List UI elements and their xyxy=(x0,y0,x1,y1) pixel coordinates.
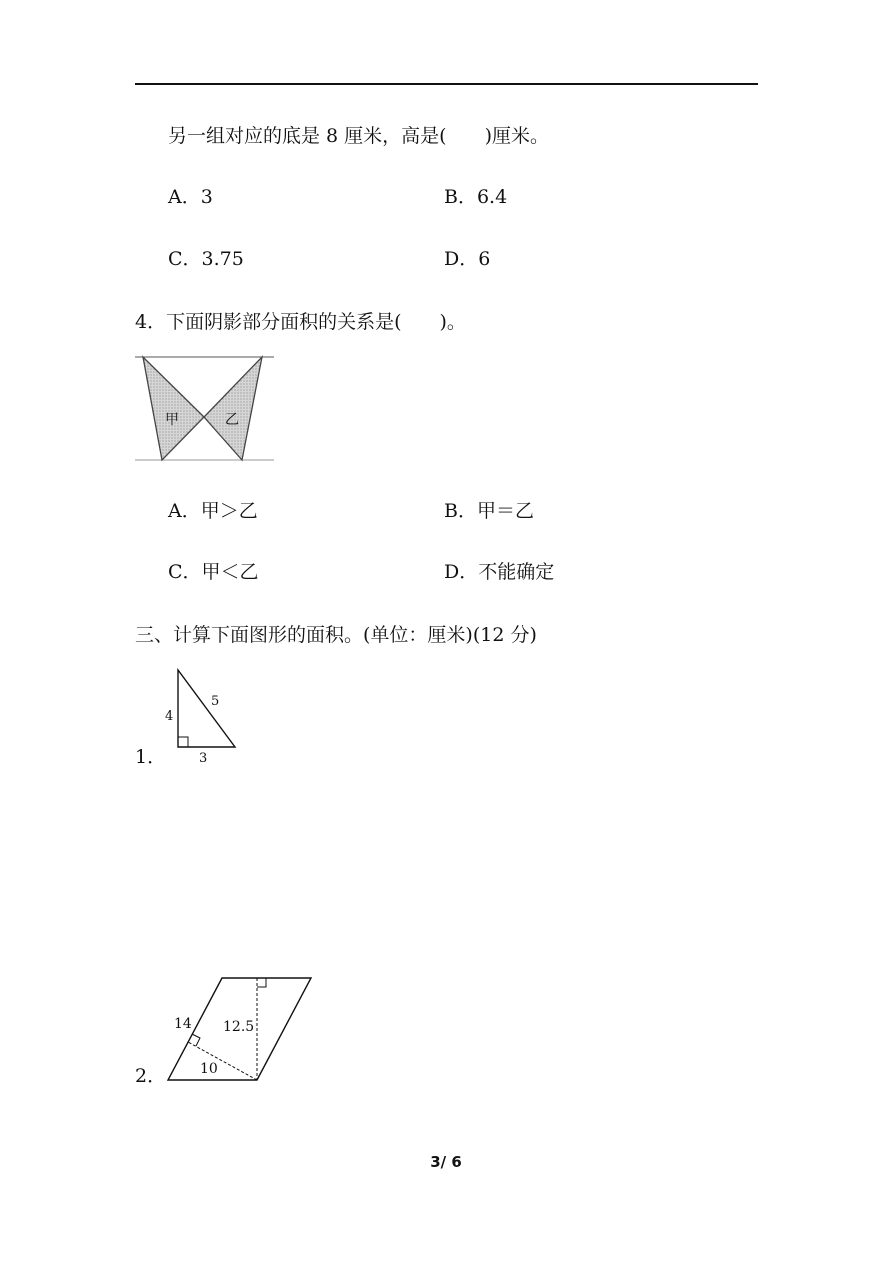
q4-shaded-triangles-figure xyxy=(132,350,277,465)
q3-option-a: A．3 xyxy=(168,186,213,208)
q4-option-d: D．不能确定 xyxy=(444,561,555,583)
q3-stem: 另一组对应的底是 8 厘米，高是( )厘米。 xyxy=(168,125,549,147)
shaded-triangle-right xyxy=(204,357,262,460)
triangle-base-label: 3 xyxy=(199,751,208,766)
side-right-angle-mark xyxy=(192,1034,200,1046)
q4-stem: 4．下面阴影部分面积的关系是( )。 xyxy=(135,311,466,333)
shaded-triangle-left xyxy=(143,357,204,460)
parallelogram-base-label: 10 xyxy=(200,1061,218,1077)
q4-option-c: C．甲＜乙 xyxy=(168,561,259,583)
section3-title: 三、计算下面图形的面积。(单位：厘米)(12 分) xyxy=(135,624,537,646)
q3-option-b: B．6.4 xyxy=(444,186,508,208)
right-triangle-figure xyxy=(160,665,250,765)
label-yi: 乙 xyxy=(225,412,239,428)
triangle-hypotenuse-label: 5 xyxy=(211,694,220,709)
q3-option-d: D．6 xyxy=(444,248,491,270)
parallelogram-side-label: 14 xyxy=(174,1016,192,1032)
label-jia: 甲 xyxy=(165,412,179,428)
parallelogram-figure xyxy=(160,970,320,1085)
parallelogram-height-label: 12.5 xyxy=(223,1019,255,1035)
triangle-height-label: 4 xyxy=(165,709,174,724)
perpendicular-dashed-line xyxy=(188,1042,257,1080)
top-right-angle-mark xyxy=(257,978,266,987)
problem2-number: 2． xyxy=(135,1065,167,1087)
page-number: 3/ 6 xyxy=(430,1153,462,1171)
right-angle-mark xyxy=(178,737,188,747)
q3-option-c: C．3.75 xyxy=(168,248,244,270)
problem1-number: 1． xyxy=(135,746,167,768)
header-rule xyxy=(135,83,758,85)
q4-option-b: B．甲＝乙 xyxy=(444,500,534,522)
q4-option-a: A．甲＞乙 xyxy=(168,500,258,522)
right-triangle xyxy=(178,670,235,747)
